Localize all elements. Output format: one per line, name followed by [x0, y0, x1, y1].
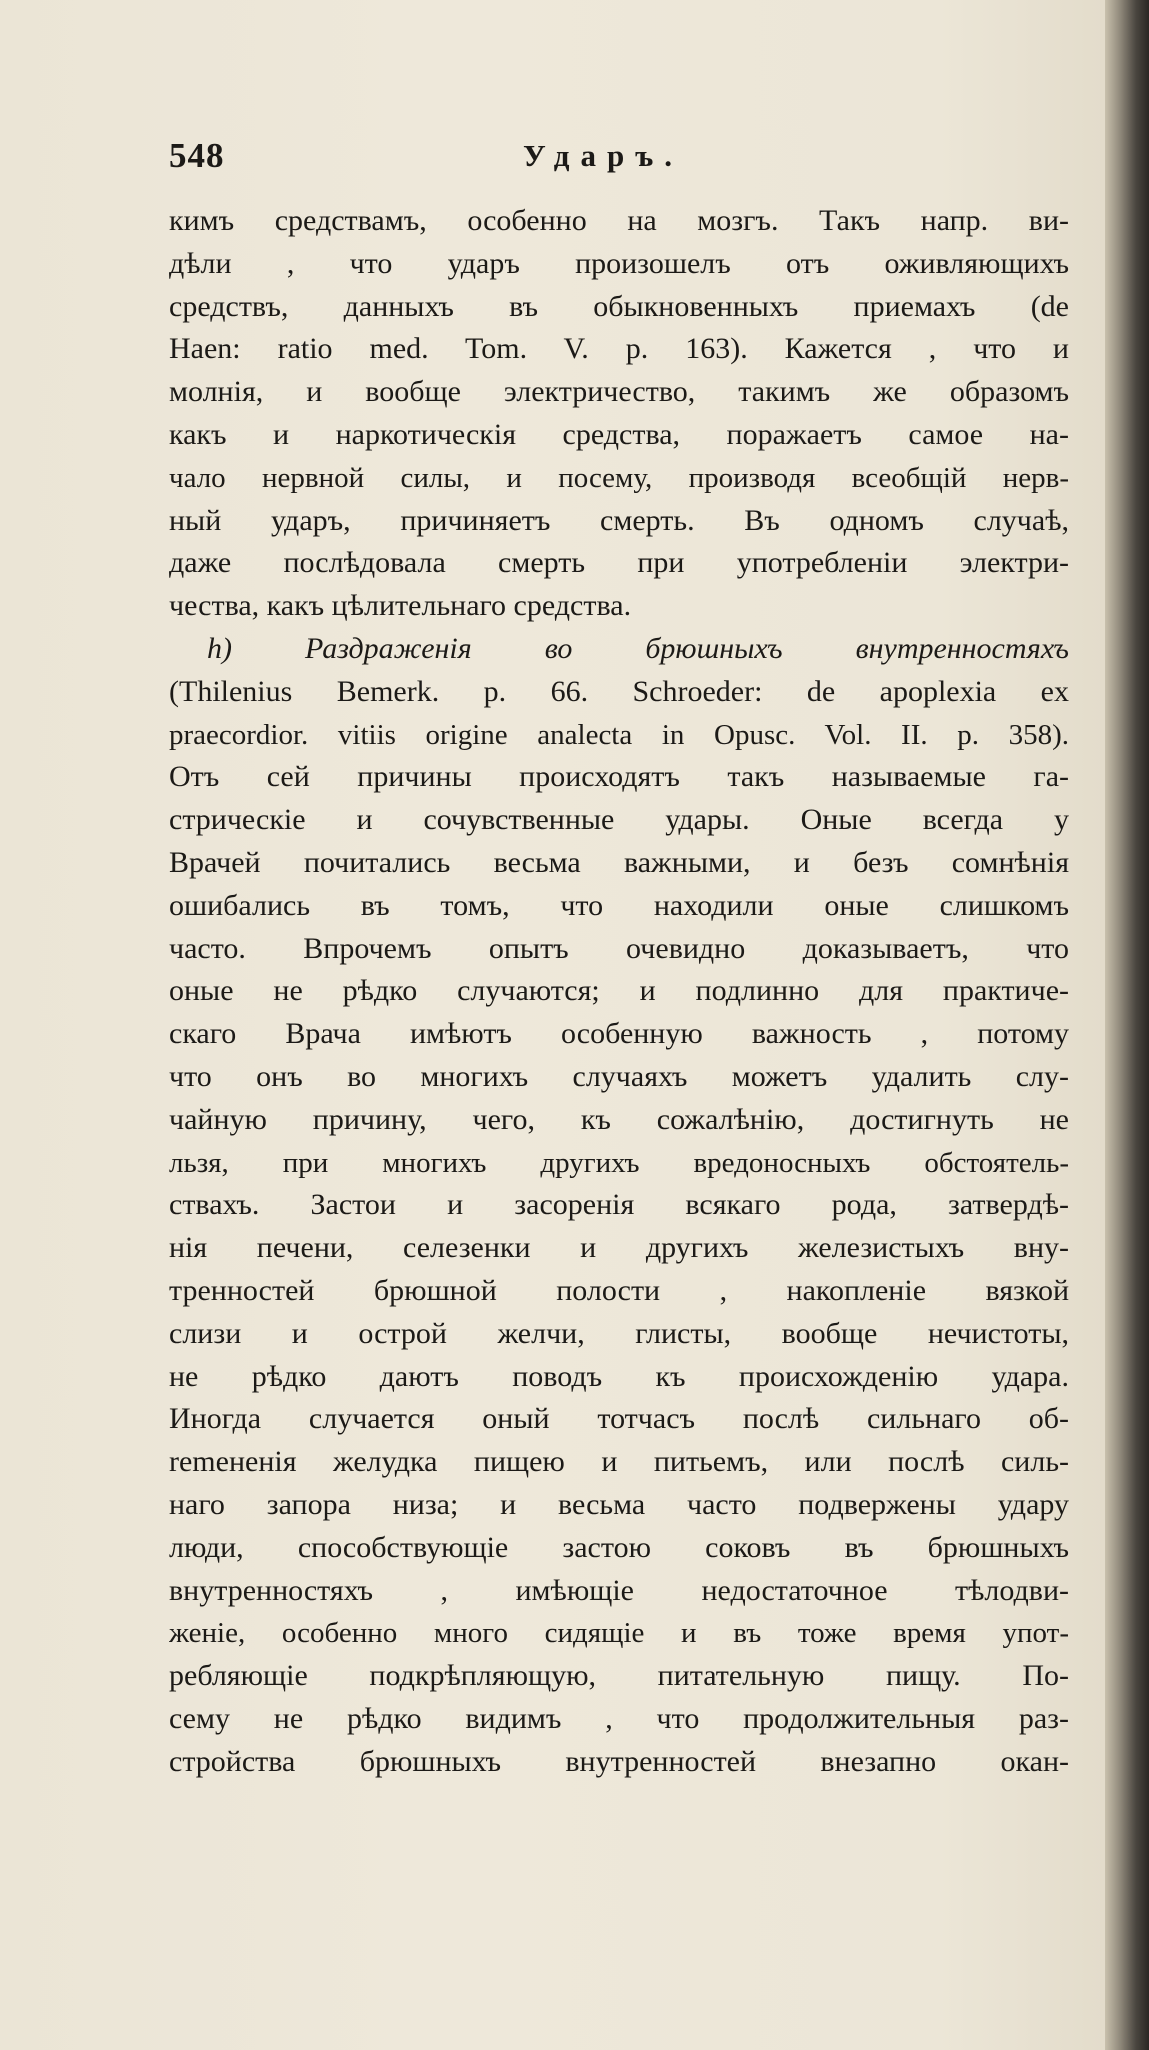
text-line: средствъ, данныхъ въ обыкновенныхъ приемахъ (de: [169, 289, 1069, 323]
text-line: чало нервной силы, и посему, производя всеобщій нерв-: [169, 461, 1069, 494]
text-line: слизи и острой желчи, глисты, вообще нечистоты,: [169, 1316, 1069, 1350]
text-line: praecordior. vitiis origine analecta in Opusc. Vol. II. p. 358).: [169, 718, 1069, 751]
page-header: [169, 136, 1069, 186]
text-line: молнія, и вообще электричество, такимъ же образомъ: [169, 375, 1069, 409]
text-line: ребляющіе подкрѣпляющую, питательную пищу. По-: [169, 1659, 1069, 1693]
text-line: (Thilenius Bemerk. p. 66. Schroeder: de apoplexia ex: [169, 674, 1069, 708]
text-line: стрическіе и сочувственные удары. Оные всегда у: [169, 803, 1069, 837]
text-line: дѣли , что ударъ произошелъ отъ оживляющихъ: [169, 246, 1069, 280]
text-line: нія печени, селезенки и другихъ железистыхъ вну-: [169, 1231, 1069, 1265]
text-line: тренностей брюшной полости , накопленіе вязкой: [169, 1273, 1069, 1307]
body-text: [169, 200, 1069, 1783]
text-line: Иногда случается оный тотчасъ послѣ сильнаго об-: [169, 1402, 1069, 1436]
text-line: чайную причину, чего, къ сожалѣнію, достигнуть не: [169, 1102, 1069, 1136]
text-line: remененія желудка пищею и питьемъ, или послѣ силь-: [169, 1445, 1069, 1479]
text-line: Врачей почитались весьма важными, и безъ сомнѣнія: [169, 845, 1069, 879]
text-line: не рѣдко даютъ поводъ къ происхожденію удара.: [169, 1359, 1069, 1393]
page-edge-shadow: [1105, 0, 1149, 2050]
text-line: часто. Впрочемъ опытъ очевидно доказываетъ, что: [169, 931, 1069, 965]
text-line: наго запора низа; и весьма часто подвержены удару: [169, 1487, 1069, 1521]
text-line: чества, какъ цѣлительнаго средства.: [169, 589, 632, 623]
text-line: стройства брюшныхъ внутренностей внезапно окан-: [169, 1744, 1069, 1778]
section-heading: h) Раздраженія во брюшныхъ внутренностяхъ: [207, 631, 1069, 665]
text-line: сему не рѣдко видимъ , что продолжительныя раз-: [169, 1701, 1069, 1735]
text-line: женіе, особенно много сидящіе и въ тоже время упот-: [169, 1617, 1069, 1650]
running-title: Ударъ.: [523, 138, 684, 173]
text-line: кимъ средствамъ, особенно на мозгъ. Такъ напр. ви-: [169, 204, 1069, 237]
text-line: скаго Врача имѣютъ особенную важность , потому: [169, 1017, 1069, 1051]
text-line: ный ударъ, причиняетъ смерть. Въ одномъ случаѣ,: [169, 503, 1069, 537]
text-line: что онъ во многихъ случаяхъ можетъ удалить слу-: [169, 1059, 1069, 1093]
text-line: даже послѣдовала смерть при употребленіи электри-: [169, 546, 1069, 580]
text-line: какъ и наркотическія средства, поражаетъ самое на-: [169, 417, 1069, 451]
text-line: ствахъ. Застои и засоренія всякаго рода, затвердѣ-: [169, 1188, 1069, 1222]
text-line: оные не рѣдко случаются; и подлинно для практиче-: [169, 974, 1069, 1008]
text-line: льзя, при многихъ другихъ вредоносныхъ обстоятель-: [169, 1146, 1069, 1179]
page-number: 548: [169, 136, 225, 175]
text-line: ошибались въ томъ, что находили оные слишкомъ: [169, 888, 1069, 922]
text-line: Отъ сей причины происходятъ такъ называемые га-: [169, 760, 1069, 794]
text-line: Haen: ratio med. Tom. V. p. 163). Кажется , что и: [169, 332, 1069, 366]
text-line: люди, способствующіе застою соковъ въ брюшныхъ: [169, 1530, 1069, 1564]
text-line: внутренностяхъ , имѣющіе недостаточное тѣлодви-: [169, 1573, 1069, 1607]
